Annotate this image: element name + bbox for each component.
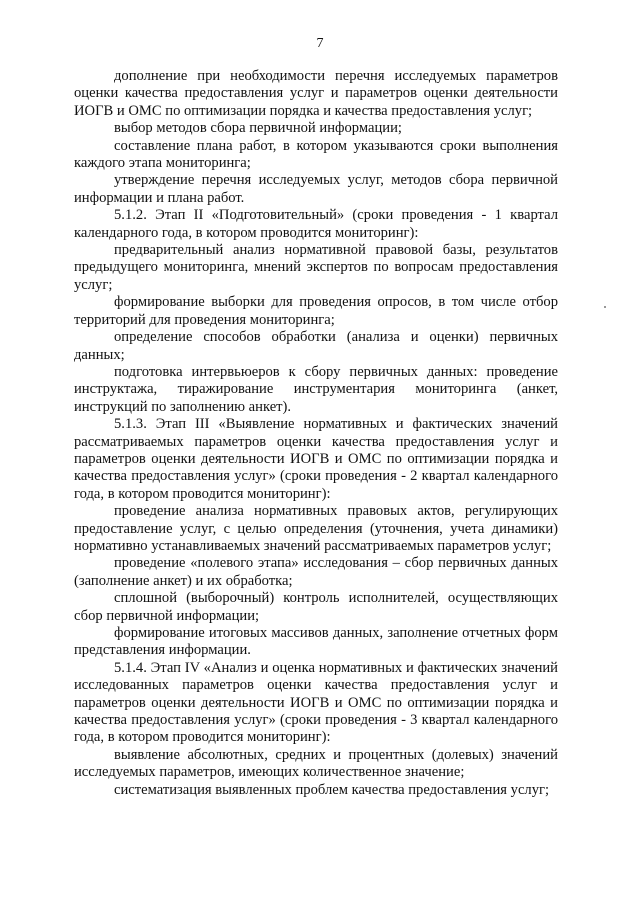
paragraph-sample-formation: формирование выборки для проведения опросов, в том числе отбор территорий для проведения мониторинга;: [74, 294, 558, 328]
paragraph-approve-list: утверждение перечня исследуемых услуг, методов сбора первичной информации и плана работ.: [74, 172, 558, 206]
paragraph-regulatory-analysis: проведение анализа нормативных правовых актов, регулирующих предоставление услуг, с целью определения (уточнения, учета динамики) нормативно устанавливаемых значений рассматриваемых параметров услуг;: [74, 503, 558, 554]
paragraph-executor-control: сплошной (выборочный) контроль исполнителей, осуществляющих сбор первичной информации;: [74, 590, 558, 624]
paragraph-stage-2-heading: 5.1.2. Этап II «Подготовительный» (сроки проведения - 1 квартал календарного года, в котором проводится мониторинг):: [74, 207, 558, 241]
paragraph-supplement-parameters: дополнение при необходимости перечня исследуемых параметров оценки качества предоставления услуг и параметров оценки деятельности ИОГВ и ОМС по оптимизации порядка и качества предоставления услуг;: [74, 68, 558, 119]
scan-speck: [604, 306, 606, 308]
paragraph-select-methods: выбор методов сбора первичной информации;: [114, 120, 402, 137]
paragraph-stage-4-heading: 5.1.4. Этап IV «Анализ и оценка нормативных и фактических значений исследованных параметров оценки качества предоставления услуг и параметров оценки деятельности ИОГВ и ОМС по оптимизации порядка и качества предоставления услуг» (сроки проведения - 3 квартал календарного года, в котором проводится мониторинг):: [74, 659, 558, 746]
page-number: 7: [316, 36, 324, 51]
paragraph-processing-methods: определение способов обработки (анализа и оценки) первичных данных;: [74, 329, 558, 363]
paragraph-identify-values: выявление абсолютных, средних и процентных (долевых) значений исследуемых параметров, имеющих количественное значение;: [74, 746, 558, 781]
paragraph-work-plan: составление плана работ, в котором указываются сроки выполнения каждого этапа мониторинга;: [74, 137, 558, 172]
paragraph-interviewer-prep: подготовка интервьюеров к сбору первичных данных: проведение инструктажа, тиражирование инструментария мониторинга (анкет, инструкций по заполнению анкет).: [74, 363, 558, 415]
paragraph-stage-3-heading: 5.1.3. Этап III «Выявление нормативных и фактических значений рассматриваемых параметров оценки качества предоставления услуг и параметров оценки деятельности ИОГВ и ОМС по оптимизации порядка и качества предоставления услуг» (сроки проведения - 2 квартал календарного года, в котором проводится мониторинг):: [74, 416, 558, 502]
paragraph-systematization: систематизация выявленных проблем качества предоставления услуг;: [114, 781, 550, 798]
document-body: [74, 68, 558, 799]
paragraph-preliminary-analysis: предварительный анализ нормативной правовой базы, результатов предыдущего мониторинга, мнений экспертов по вопросам предоставления услуг;: [74, 242, 558, 293]
paragraph-field-stage: проведение «полевого этапа» исследования – сбор первичных данных (заполнение анкет) и их обработка;: [74, 555, 558, 589]
paragraph-final-datasets: формирование итоговых массивов данных, заполнение отчетных форм представления информации.: [74, 625, 558, 659]
